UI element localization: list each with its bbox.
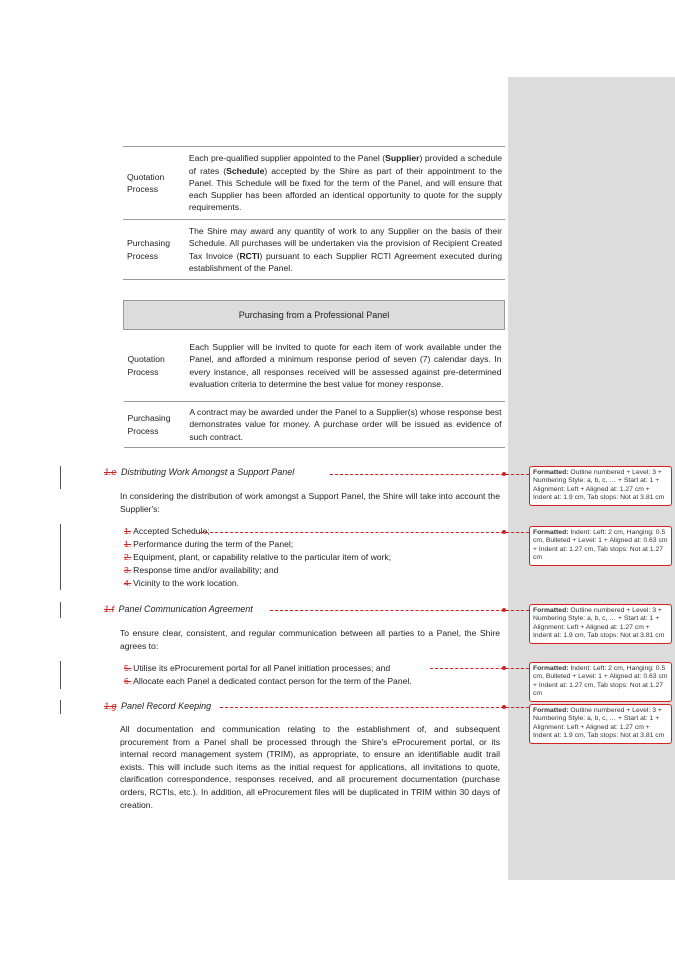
list-item: 1. Accepted Schedule; xyxy=(124,526,210,536)
row-text: The Shire may award any quantity of work to any Supplier on the basis of their Schedule. All purchases will be undertaken via the provision of Recipient Created Tax Invoice (RCTI) pursuant to each Supplier RCTI Agreement executed during establishment of the Panel. xyxy=(188,226,502,273)
table-row xyxy=(123,147,505,220)
change-bar xyxy=(60,524,61,590)
section-g-body: All documentation and communication relating to the establishment of, and subsequent procurement from a Panel shall be processed through the Shire's eProcurement portal, or its internal record management system (TRIM), as appropriate, to ensure an identifiable audit trail exists. This will include such items as the initial request for applications, all invitations to quote, clarification correspondence, responses received, and all procurement documentation (purchase orders, RCTIs, etc.). In addition, all eProcurement files will be duplicated in TRIM within 30 days of creation. xyxy=(120,724,500,810)
format-comment[interactable]: Formatted: Indent: Left: 2 cm, Hanging: 0.5 cm, Bulleted + Level: 1 + Aligned at: 0.63 cm + Indent at: 1.27 cm, Tab stops: Not at 1.27 cm xyxy=(529,662,672,702)
change-bar xyxy=(60,602,61,618)
row-text: A contract may be awarded under the Panel to a Supplier(s) whose response best demonstrates value for money. A purchase order will be issued as evidence of such contract. xyxy=(189,407,502,442)
format-comment[interactable]: Formatted: Outline numbered + Level: 3 + Numbering Style: a, b, c, … + Start at: 1 + Alignment: Left + Aligned at: 1.27 cm + Indent at: 1.9 cm, Tab stops: Not at 3.81 cm xyxy=(529,466,672,506)
procurement-table-1 xyxy=(123,146,505,280)
procurement-table-2 xyxy=(123,300,505,448)
section-heading-e: 1.e Distributing Work Amongst a Support Panel xyxy=(104,467,295,477)
list-item: 1. Performance during the term of the Panel; xyxy=(124,539,294,549)
row-label: Purchasing Process xyxy=(127,413,171,436)
comment-anchor xyxy=(502,666,506,670)
row-label: Purchasing Process xyxy=(127,238,170,261)
table-header: Purchasing from a Professional Panel xyxy=(124,301,505,330)
comment-connector xyxy=(200,532,529,533)
row-label: Quotation Process xyxy=(127,171,165,194)
row-label: Quotation Process xyxy=(127,354,165,377)
format-comment[interactable]: Formatted: Outline numbered + Level: 3 + Numbering Style: a, b, c, … + Start at: 1 + Alignment: Left + Aligned at: 1.27 cm + Indent at: 1.9 cm, Tab stops: Not at 3.81 cm xyxy=(529,604,672,644)
comment-connector xyxy=(270,610,529,611)
change-bar xyxy=(60,466,61,489)
format-comment[interactable]: Formatted: Indent: Left: 2 cm, Hanging: 0.5 cm, Bulleted + Level: 1 + Aligned at: 0.63 cm + Indent at: 1.27 cm, Tab stops: Not at 1.27 cm xyxy=(529,526,672,566)
section-heading-f: 1.f Panel Communication Agreement xyxy=(104,604,253,614)
section-e-intro: In considering the distribution of work amongst a Support Panel, the Shire will take into account the Supplier's: xyxy=(120,491,500,514)
list-item: 3. Response time and/or availability; and xyxy=(124,565,279,575)
row-text: Each Supplier will be invited to quote for each item of work available under the Panel, and afforded a minimum response period of seven (7) calendar days. In every instance, all responses received will be assessed against pre-determined evaluation criteria to determine the best value for money response. xyxy=(189,342,502,389)
table-row xyxy=(123,220,505,280)
section-heading-g: 1.g Panel Record Keeping xyxy=(104,701,212,711)
comment-anchor xyxy=(502,705,506,709)
section-f-intro: To ensure clear, consistent, and regular communication between all parties to a Panel, the Shire agrees to: xyxy=(120,628,500,651)
comment-anchor xyxy=(502,608,506,612)
table-header-row xyxy=(124,301,505,330)
list-item: 4. Vicinity to the work location. xyxy=(124,578,240,588)
table-row xyxy=(124,402,505,448)
format-comment[interactable]: Formatted: Outline numbered + Level: 3 + Numbering Style: a, b, c, … + Start at: 1 + Alignment: Left + Aligned at: 1.27 cm + Indent at: 1.9 cm, Tab stops: Not at 3.81 cm xyxy=(529,704,672,744)
comment-connector xyxy=(220,707,529,708)
comment-connector xyxy=(430,668,529,669)
list-item: 2. Equipment, plant, or capability relative to the particular item of work; xyxy=(124,552,392,562)
row-text: Each pre-qualified supplier appointed to the Panel (Supplier) provided a schedule of rates (Schedule) accepted by the Shire as part of their appointment to the Panel. This Schedule will be fixed for the term of the Panel, and will ensure that each Supplier has been afforded an identical opportunity to quote for the supply requirements. xyxy=(188,153,502,213)
change-bar xyxy=(60,700,61,714)
table-row xyxy=(124,330,505,402)
list-item: 6. Allocate each Panel a dedicated contact person for the term of the Panel. xyxy=(124,676,412,686)
list-item: 5. Utilise its eProcurement portal for all Panel initiation processes; and xyxy=(124,663,391,673)
comment-anchor xyxy=(502,530,506,534)
change-bar xyxy=(60,661,61,689)
comment-anchor xyxy=(502,472,506,476)
comment-connector xyxy=(330,474,529,475)
